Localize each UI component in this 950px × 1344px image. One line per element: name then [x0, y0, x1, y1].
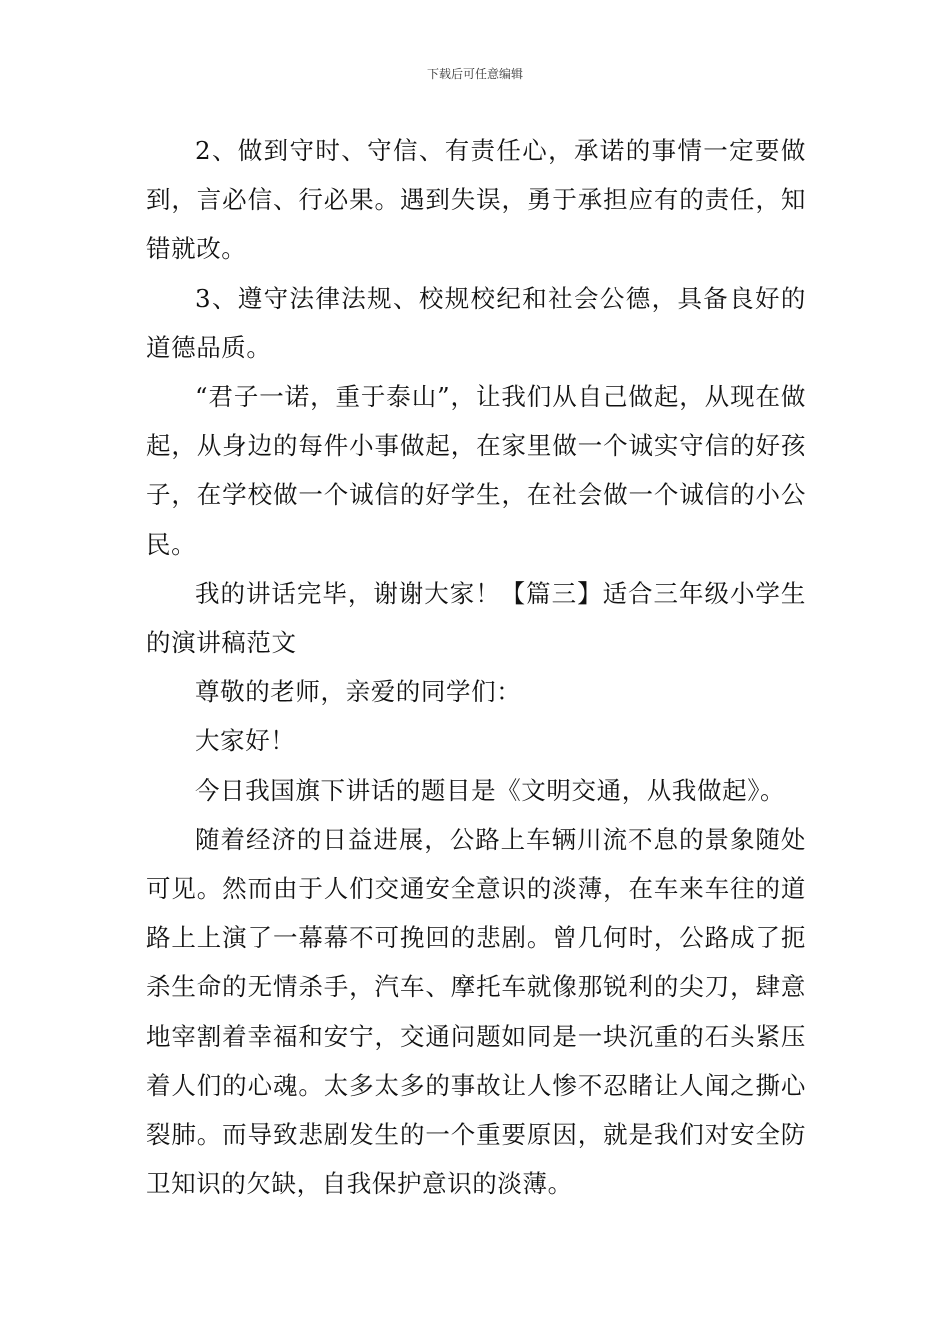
paragraph-6: 大家好！	[195, 726, 296, 756]
paragraph-2: 3、遵守法律法规、校规校纪和社会公德，具备良好的道德品质。	[146, 283, 806, 362]
page-header-note: 下载后可任意编辑	[426, 67, 523, 81]
document-body	[146, 126, 806, 1208]
paragraph-7: 今日我国旗下讲话的题目是《文明交通，从我做起》。	[195, 775, 786, 805]
paragraph-3: “君子一诺，重于泰山”，让我们从自己做起，从现在做起，从身边的每件小事做起，在家里做一个诚实守信的好孩子，在学校做一个诚信的好学生，在社会做一个诚信的小公民。	[146, 382, 806, 559]
paragraph-1: 2、做到守时、守信、有责任心，承诺的事情一定要做到，言必信、行必果。遇到失误，勇于承担应有的责任，知错就改。	[146, 136, 806, 264]
paragraph-8: 随着经济的日益进展，公路上车辆川流不息的景象随处可见。然而由于人们交通安全意识的淡薄，在车来车往的道路上上演了一幕幕不可挽回的悲剧。曾几何时，公路成了扼杀生命的无情杀手，汽车、摩托车就像那锐利的尖刀，肆意地宰割着幸福和安宁，交通问题如同是一块沉重的石头紧压着人们的心魂。太多太多的事故让人惨不忍睹让人闻之撕心裂肺。而导致悲剧发生的一个重要原因，就是我们对安全防卫知识的欠缺，自我保护意识的淡薄。	[146, 824, 806, 1199]
paragraph-5: 尊敬的老师，亲爱的同学们：	[195, 677, 522, 707]
paragraph-4: 我的讲话完毕，谢谢大家！【篇三】适合三年级小学生的演讲稿范文	[146, 578, 806, 658]
